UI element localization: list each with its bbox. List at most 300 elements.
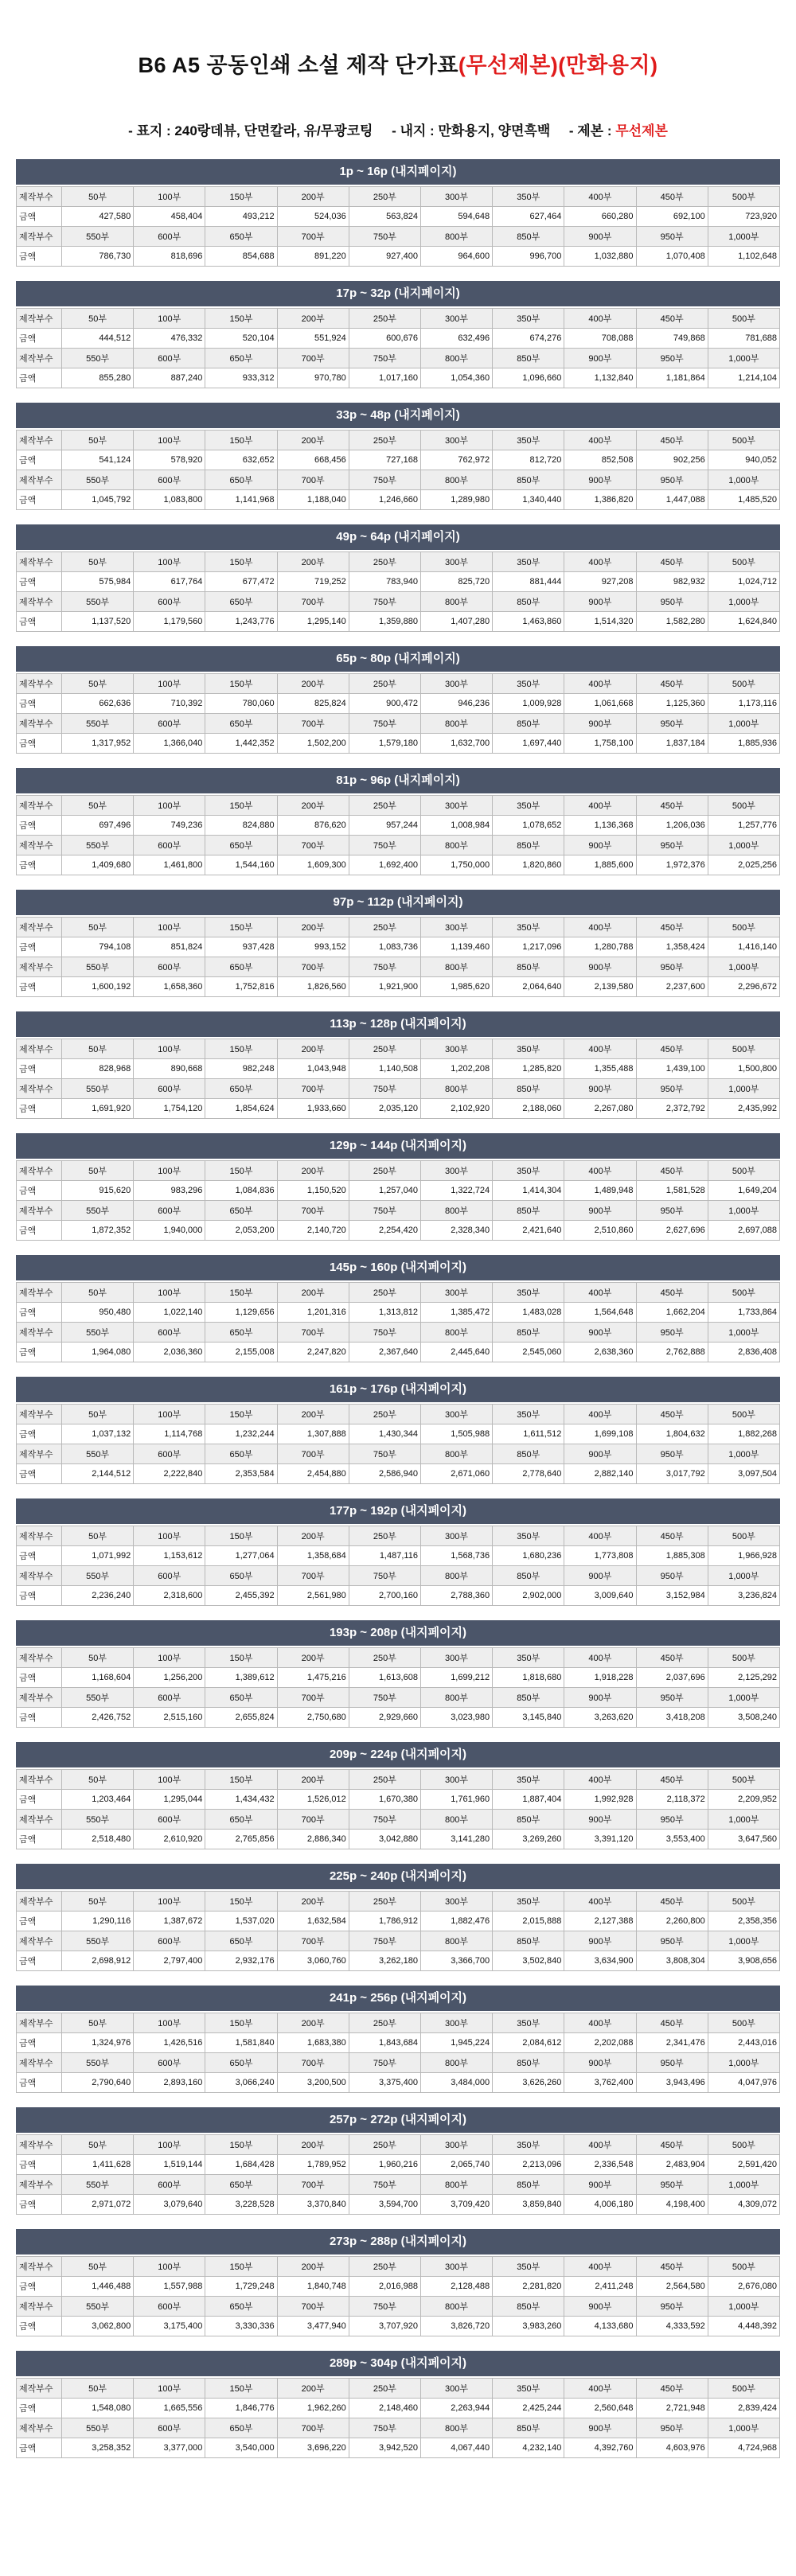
amount-row xyxy=(17,694,780,714)
amount-cell: 1,962,260 xyxy=(277,2399,349,2418)
price-grid xyxy=(16,1039,780,1119)
amount-label: 금액 xyxy=(17,368,62,388)
amount-cell: 927,400 xyxy=(349,247,420,267)
quantity-cell: 650부 xyxy=(205,2297,277,2317)
quantity-cell: 50부 xyxy=(62,2013,134,2033)
quantity-cell: 900부 xyxy=(564,1931,636,1951)
quantity-cell: 900부 xyxy=(564,1688,636,1708)
quantity-cell: 50부 xyxy=(62,674,134,694)
quantity-label: 제작부수 xyxy=(17,2013,62,2033)
amount-cell: 2,561,980 xyxy=(277,1586,349,1606)
price-grid xyxy=(16,1404,780,1484)
quantity-cell: 600부 xyxy=(134,227,205,247)
amount-label: 금액 xyxy=(17,572,62,592)
quantity-cell: 250부 xyxy=(349,1405,420,1424)
amount-cell: 1,933,660 xyxy=(277,1099,349,1119)
quantity-cell: 500부 xyxy=(708,1892,779,1912)
amount-cell: 3,263,620 xyxy=(564,1708,636,1728)
amount-cell: 2,455,392 xyxy=(205,1586,277,1606)
amount-row xyxy=(17,855,780,875)
amount-cell: 1,820,860 xyxy=(493,855,564,875)
amount-cell: 946,236 xyxy=(420,694,492,714)
amount-cell: 2,762,888 xyxy=(636,1343,708,1362)
amount-cell: 4,724,968 xyxy=(708,2438,779,2458)
amount-label: 금액 xyxy=(17,1343,62,1362)
quantity-cell: 200부 xyxy=(277,1405,349,1424)
amount-cell: 1,043,948 xyxy=(277,1059,349,1079)
quantity-cell: 100부 xyxy=(134,1405,205,1424)
quantity-cell: 400부 xyxy=(564,2257,636,2277)
quantity-label: 제작부수 xyxy=(17,227,62,247)
quantity-cell: 100부 xyxy=(134,309,205,329)
amount-cell: 2,697,088 xyxy=(708,1221,779,1241)
amount-cell: 3,502,840 xyxy=(493,1951,564,1971)
quantity-cell: 550부 xyxy=(62,470,134,490)
amount-cell: 1,475,216 xyxy=(277,1668,349,1688)
price-grid xyxy=(16,673,780,754)
quantity-cell: 200부 xyxy=(277,2135,349,2155)
amount-cell: 749,236 xyxy=(134,816,205,836)
amount-cell: 2,518,480 xyxy=(62,1830,134,1849)
quantity-cell: 350부 xyxy=(493,2257,564,2277)
amount-cell: 1,277,064 xyxy=(205,1546,277,1566)
quantity-cell: 850부 xyxy=(493,1566,564,1586)
quantity-cell: 300부 xyxy=(420,2257,492,2277)
title-highlight: (무선제본)(만화용지) xyxy=(458,53,658,77)
quantity-cell: 250부 xyxy=(349,1770,420,1790)
quantity-label: 제작부수 xyxy=(17,1892,62,1912)
quantity-cell: 450부 xyxy=(636,1770,708,1790)
quantity-cell: 400부 xyxy=(564,918,636,937)
amount-cell: 1,461,800 xyxy=(134,855,205,875)
amount-cell: 2,545,060 xyxy=(493,1343,564,1362)
quantity-cell: 650부 xyxy=(205,714,277,734)
amount-row xyxy=(17,329,780,349)
amount-cell: 4,006,180 xyxy=(564,2195,636,2215)
quantity-cell: 650부 xyxy=(205,227,277,247)
price-grid xyxy=(16,1526,780,1606)
amount-cell: 1,729,248 xyxy=(205,2277,277,2297)
amount-row xyxy=(17,1951,780,1971)
amount-cell: 2,188,060 xyxy=(493,1099,564,1119)
quantity-cell: 950부 xyxy=(636,349,708,368)
section-header: 161p ~ 176p (내지페이지) xyxy=(16,1377,780,1402)
section-header: 113p ~ 128p (내지페이지) xyxy=(16,1011,780,1037)
amount-cell: 1,054,360 xyxy=(420,368,492,388)
quantity-cell: 650부 xyxy=(205,2053,277,2073)
amount-cell: 1,214,104 xyxy=(708,368,779,388)
quantity-cell: 300부 xyxy=(420,1892,492,1912)
quantity-cell: 700부 xyxy=(277,1201,349,1221)
quantity-row xyxy=(17,187,780,207)
quantity-cell: 950부 xyxy=(636,2297,708,2317)
quantity-cell: 300부 xyxy=(420,1161,492,1181)
amount-cell: 1,964,080 xyxy=(62,1343,134,1362)
amount-cell: 627,464 xyxy=(493,207,564,227)
amount-cell: 1,407,280 xyxy=(420,612,492,632)
quantity-cell: 500부 xyxy=(708,2013,779,2033)
amount-cell: 520,104 xyxy=(205,329,277,349)
quantity-row xyxy=(17,1079,780,1099)
amount-cell: 575,984 xyxy=(62,572,134,592)
quantity-row xyxy=(17,674,780,694)
amount-cell: 1,307,888 xyxy=(277,1424,349,1444)
quantity-label: 제작부수 xyxy=(17,1283,62,1303)
amount-label: 금액 xyxy=(17,1790,62,1810)
quantity-cell: 950부 xyxy=(636,836,708,855)
amount-cell: 1,514,320 xyxy=(564,612,636,632)
quantity-label: 제작부수 xyxy=(17,1810,62,1830)
amount-cell: 983,296 xyxy=(134,1181,205,1201)
quantity-cell: 950부 xyxy=(636,714,708,734)
quantity-cell: 600부 xyxy=(134,1688,205,1708)
quantity-cell: 1,000부 xyxy=(708,349,779,368)
quantity-row xyxy=(17,431,780,450)
amount-cell: 2,610,920 xyxy=(134,1830,205,1849)
price-section xyxy=(16,1620,780,1732)
price-section xyxy=(16,1377,780,1488)
amount-cell: 632,496 xyxy=(420,329,492,349)
amount-cell: 2,148,460 xyxy=(349,2399,420,2418)
quantity-cell: 550부 xyxy=(62,2297,134,2317)
amount-cell: 828,968 xyxy=(62,1059,134,1079)
price-grid xyxy=(16,2134,780,2215)
section-header: 273p ~ 288p (내지페이지) xyxy=(16,2229,780,2254)
amount-row xyxy=(17,2277,780,2297)
quantity-cell: 50부 xyxy=(62,2257,134,2277)
quantity-cell: 450부 xyxy=(636,2135,708,2155)
amount-row xyxy=(17,1424,780,1444)
quantity-cell: 800부 xyxy=(420,1201,492,1221)
quantity-label: 제작부수 xyxy=(17,1201,62,1221)
price-section xyxy=(16,646,780,758)
amount-cell: 940,052 xyxy=(708,450,779,470)
amount-cell: 2,560,648 xyxy=(564,2399,636,2418)
quantity-cell: 400부 xyxy=(564,1526,636,1546)
quantity-cell: 100부 xyxy=(134,431,205,450)
amount-row xyxy=(17,1668,780,1688)
amount-cell: 1,691,920 xyxy=(62,1099,134,1119)
amount-row xyxy=(17,1830,780,1849)
amount-cell: 781,688 xyxy=(708,329,779,349)
quantity-cell: 550부 xyxy=(62,836,134,855)
amount-cell: 1,624,840 xyxy=(708,612,779,632)
quantity-cell: 150부 xyxy=(205,2257,277,2277)
amount-cell: 1,872,352 xyxy=(62,1221,134,1241)
amount-label: 금액 xyxy=(17,612,62,632)
quantity-label: 제작부수 xyxy=(17,187,62,207)
quantity-cell: 50부 xyxy=(62,1526,134,1546)
amount-cell: 1,632,584 xyxy=(277,1912,349,1931)
spec-line xyxy=(0,119,796,139)
quantity-cell: 50부 xyxy=(62,1892,134,1912)
quantity-cell: 550부 xyxy=(62,1201,134,1221)
quantity-cell: 800부 xyxy=(420,1323,492,1343)
quantity-label: 제작부수 xyxy=(17,2379,62,2399)
quantity-cell: 550부 xyxy=(62,592,134,612)
quantity-cell: 50부 xyxy=(62,2135,134,2155)
amount-row xyxy=(17,1586,780,1606)
quantity-cell: 350부 xyxy=(493,2135,564,2155)
amount-cell: 3,175,400 xyxy=(134,2317,205,2336)
quantity-label: 제작부수 xyxy=(17,309,62,329)
quantity-row xyxy=(17,1648,780,1668)
amount-label: 금액 xyxy=(17,1464,62,1484)
amount-cell: 1,581,840 xyxy=(205,2033,277,2053)
quantity-cell: 300부 xyxy=(420,796,492,816)
quantity-cell: 900부 xyxy=(564,836,636,855)
quantity-cell: 300부 xyxy=(420,1039,492,1059)
quantity-cell: 850부 xyxy=(493,1444,564,1464)
amount-cell: 1,153,612 xyxy=(134,1546,205,1566)
amount-cell: 1,487,116 xyxy=(349,1546,420,1566)
quantity-cell: 950부 xyxy=(636,2053,708,2073)
quantity-cell: 50부 xyxy=(62,1648,134,1668)
quantity-cell: 800부 xyxy=(420,592,492,612)
price-section xyxy=(16,2351,780,2462)
amount-cell: 852,508 xyxy=(564,450,636,470)
section-header: 289p ~ 304p (내지페이지) xyxy=(16,2351,780,2376)
amount-cell: 3,062,800 xyxy=(62,2317,134,2336)
amount-cell: 1,008,984 xyxy=(420,816,492,836)
quantity-cell: 400부 xyxy=(564,796,636,816)
quantity-row xyxy=(17,714,780,734)
quantity-cell: 950부 xyxy=(636,2175,708,2195)
amount-cell: 1,502,200 xyxy=(277,734,349,754)
amount-cell: 2,202,088 xyxy=(564,2033,636,2053)
quantity-cell: 1,000부 xyxy=(708,470,779,490)
amount-label: 금액 xyxy=(17,694,62,714)
quantity-cell: 150부 xyxy=(205,309,277,329)
amount-cell: 2,454,880 xyxy=(277,1464,349,1484)
quantity-cell: 150부 xyxy=(205,187,277,207)
amount-cell: 1,045,792 xyxy=(62,490,134,510)
quantity-label: 제작부수 xyxy=(17,714,62,734)
amount-cell: 2,065,740 xyxy=(420,2155,492,2175)
quantity-cell: 900부 xyxy=(564,1323,636,1343)
section-header: 65p ~ 80p (내지페이지) xyxy=(16,646,780,672)
quantity-cell: 600부 xyxy=(134,2175,205,2195)
quantity-cell: 150부 xyxy=(205,918,277,937)
quantity-cell: 100부 xyxy=(134,1161,205,1181)
amount-cell: 3,508,240 xyxy=(708,1708,779,1728)
amount-cell: 1,387,672 xyxy=(134,1912,205,1931)
quantity-cell: 800부 xyxy=(420,714,492,734)
amount-cell: 727,168 xyxy=(349,450,420,470)
amount-cell: 1,882,268 xyxy=(708,1424,779,1444)
quantity-label: 제작부수 xyxy=(17,2297,62,2317)
amount-cell: 2,750,680 xyxy=(277,1708,349,1728)
amount-cell: 4,047,976 xyxy=(708,2073,779,2093)
quantity-cell: 150부 xyxy=(205,1405,277,1424)
amount-cell: 1,882,476 xyxy=(420,1912,492,1931)
quantity-cell: 300부 xyxy=(420,1283,492,1303)
quantity-label: 제작부수 xyxy=(17,349,62,368)
quantity-cell: 650부 xyxy=(205,1931,277,1951)
quantity-cell: 750부 xyxy=(349,1323,420,1343)
amount-cell: 1,773,808 xyxy=(564,1546,636,1566)
amount-cell: 1,632,700 xyxy=(420,734,492,754)
amount-cell: 1,733,864 xyxy=(708,1303,779,1323)
amount-cell: 3,236,824 xyxy=(708,1586,779,1606)
quantity-cell: 800부 xyxy=(420,470,492,490)
amount-cell: 1,446,488 xyxy=(62,2277,134,2297)
amount-cell: 2,411,248 xyxy=(564,2277,636,2297)
amount-cell: 3,066,240 xyxy=(205,2073,277,2093)
quantity-cell: 800부 xyxy=(420,1566,492,1586)
quantity-cell: 450부 xyxy=(636,674,708,694)
price-grid xyxy=(16,2013,780,2093)
amount-cell: 1,684,428 xyxy=(205,2155,277,2175)
amount-row xyxy=(17,207,780,227)
quantity-cell: 1,000부 xyxy=(708,2053,779,2073)
amount-cell: 3,023,980 xyxy=(420,1708,492,1728)
quantity-cell: 800부 xyxy=(420,957,492,977)
amount-cell: 1,243,776 xyxy=(205,612,277,632)
quantity-cell: 600부 xyxy=(134,1323,205,1343)
quantity-cell: 250부 xyxy=(349,2257,420,2277)
amount-cell: 2,655,824 xyxy=(205,1708,277,1728)
quantity-cell: 750부 xyxy=(349,349,420,368)
amount-cell: 3,200,500 xyxy=(277,2073,349,2093)
quantity-cell: 150부 xyxy=(205,796,277,816)
amount-cell: 2,367,640 xyxy=(349,1343,420,1362)
amount-cell: 1,439,100 xyxy=(636,1059,708,1079)
amount-cell: 3,477,940 xyxy=(277,2317,349,2336)
quantity-cell: 550부 xyxy=(62,1444,134,1464)
amount-cell: 1,699,212 xyxy=(420,1668,492,1688)
amount-cell: 2,281,820 xyxy=(493,2277,564,2297)
price-section xyxy=(16,1255,780,1366)
amount-cell: 950,480 xyxy=(62,1303,134,1323)
quantity-cell: 700부 xyxy=(277,1079,349,1099)
amount-cell: 2,765,856 xyxy=(205,1830,277,1849)
amount-cell: 957,244 xyxy=(349,816,420,836)
amount-label: 금액 xyxy=(17,855,62,875)
amount-cell: 1,885,936 xyxy=(708,734,779,754)
quantity-cell: 300부 xyxy=(420,1405,492,1424)
amount-cell: 825,824 xyxy=(277,694,349,714)
amount-cell: 937,428 xyxy=(205,937,277,957)
amount-cell: 1,416,140 xyxy=(708,937,779,957)
amount-cell: 2,036,360 xyxy=(134,1343,205,1362)
quantity-cell: 100부 xyxy=(134,2257,205,2277)
quantity-cell: 100부 xyxy=(134,1892,205,1912)
quantity-cell: 550부 xyxy=(62,1323,134,1343)
amount-row xyxy=(17,1181,780,1201)
amount-cell: 1,386,820 xyxy=(564,490,636,510)
quantity-cell: 300부 xyxy=(420,1648,492,1668)
quantity-cell: 450부 xyxy=(636,2013,708,2033)
amount-cell: 1,519,144 xyxy=(134,2155,205,2175)
amount-row xyxy=(17,734,780,754)
amount-label: 금액 xyxy=(17,1424,62,1444)
amount-cell: 2,102,920 xyxy=(420,1099,492,1119)
quantity-cell: 650부 xyxy=(205,1323,277,1343)
amount-cell: 3,375,400 xyxy=(349,2073,420,2093)
amount-row xyxy=(17,1708,780,1728)
quantity-row xyxy=(17,1770,780,1790)
price-section xyxy=(16,281,780,392)
quantity-cell: 350부 xyxy=(493,1405,564,1424)
quantity-cell: 250부 xyxy=(349,1526,420,1546)
section-header: 33p ~ 48p (내지페이지) xyxy=(16,403,780,428)
amount-cell: 794,108 xyxy=(62,937,134,957)
amount-cell: 1,061,668 xyxy=(564,694,636,714)
amount-cell: 563,824 xyxy=(349,207,420,227)
quantity-cell: 100부 xyxy=(134,918,205,937)
amount-label: 금액 xyxy=(17,2399,62,2418)
amount-label: 금액 xyxy=(17,2317,62,2336)
quantity-cell: 250부 xyxy=(349,1283,420,1303)
amount-cell: 1,295,044 xyxy=(134,1790,205,1810)
quantity-cell: 600부 xyxy=(134,714,205,734)
quantity-cell: 150부 xyxy=(205,2379,277,2399)
quantity-cell: 400부 xyxy=(564,187,636,207)
quantity-cell: 100부 xyxy=(134,2013,205,2033)
quantity-cell: 350부 xyxy=(493,1039,564,1059)
quantity-row xyxy=(17,1201,780,1221)
amount-cell: 1,409,680 xyxy=(62,855,134,875)
quantity-cell: 600부 xyxy=(134,1566,205,1586)
quantity-label: 제작부수 xyxy=(17,552,62,572)
amount-cell: 1,125,360 xyxy=(636,694,708,714)
quantity-row xyxy=(17,2418,780,2438)
section-header: 225p ~ 240p (내지페이지) xyxy=(16,1864,780,1889)
quantity-cell: 250부 xyxy=(349,1039,420,1059)
amount-cell: 1,463,860 xyxy=(493,612,564,632)
amount-cell: 2,836,408 xyxy=(708,1343,779,1362)
quantity-cell: 500부 xyxy=(708,1039,779,1059)
quantity-cell: 350부 xyxy=(493,1770,564,1790)
amount-label: 금액 xyxy=(17,1181,62,1201)
quantity-cell: 400부 xyxy=(564,1892,636,1912)
amount-cell: 851,824 xyxy=(134,937,205,957)
quantity-cell: 350부 xyxy=(493,1283,564,1303)
quantity-cell: 750부 xyxy=(349,1201,420,1221)
amount-cell: 2,247,820 xyxy=(277,1343,349,1362)
quantity-row xyxy=(17,1566,780,1586)
amount-cell: 1,137,520 xyxy=(62,612,134,632)
quantity-cell: 950부 xyxy=(636,1810,708,1830)
amount-cell: 3,983,260 xyxy=(493,2317,564,2336)
quantity-cell: 500부 xyxy=(708,187,779,207)
quantity-cell: 800부 xyxy=(420,2053,492,2073)
amount-cell: 1,173,116 xyxy=(708,694,779,714)
amount-cell: 970,780 xyxy=(277,368,349,388)
quantity-cell: 450부 xyxy=(636,918,708,937)
amount-cell: 2,700,160 xyxy=(349,1586,420,1606)
amount-cell: 1,992,928 xyxy=(564,1790,636,1810)
quantity-cell: 150부 xyxy=(205,1283,277,1303)
quantity-cell: 50부 xyxy=(62,2379,134,2399)
amount-cell: 1,447,088 xyxy=(636,490,708,510)
amount-cell: 3,370,840 xyxy=(277,2195,349,2215)
amount-cell: 708,088 xyxy=(564,329,636,349)
amount-row xyxy=(17,368,780,388)
amount-cell: 3,859,840 xyxy=(493,2195,564,2215)
quantity-cell: 300부 xyxy=(420,2013,492,2033)
quantity-label: 제작부수 xyxy=(17,592,62,612)
spec-text: - 표지 : 240랑데뷰, 단면칼라, 유/무광코팅 - 내지 : 만화용지, 양면흑백 - 제본 : xyxy=(128,123,616,138)
quantity-cell: 150부 xyxy=(205,1161,277,1181)
amount-cell: 1,699,108 xyxy=(564,1424,636,1444)
amount-cell: 1,537,020 xyxy=(205,1912,277,1931)
quantity-cell: 350부 xyxy=(493,2379,564,2399)
quantity-cell: 450부 xyxy=(636,1526,708,1546)
amount-row xyxy=(17,490,780,510)
quantity-row xyxy=(17,957,780,977)
